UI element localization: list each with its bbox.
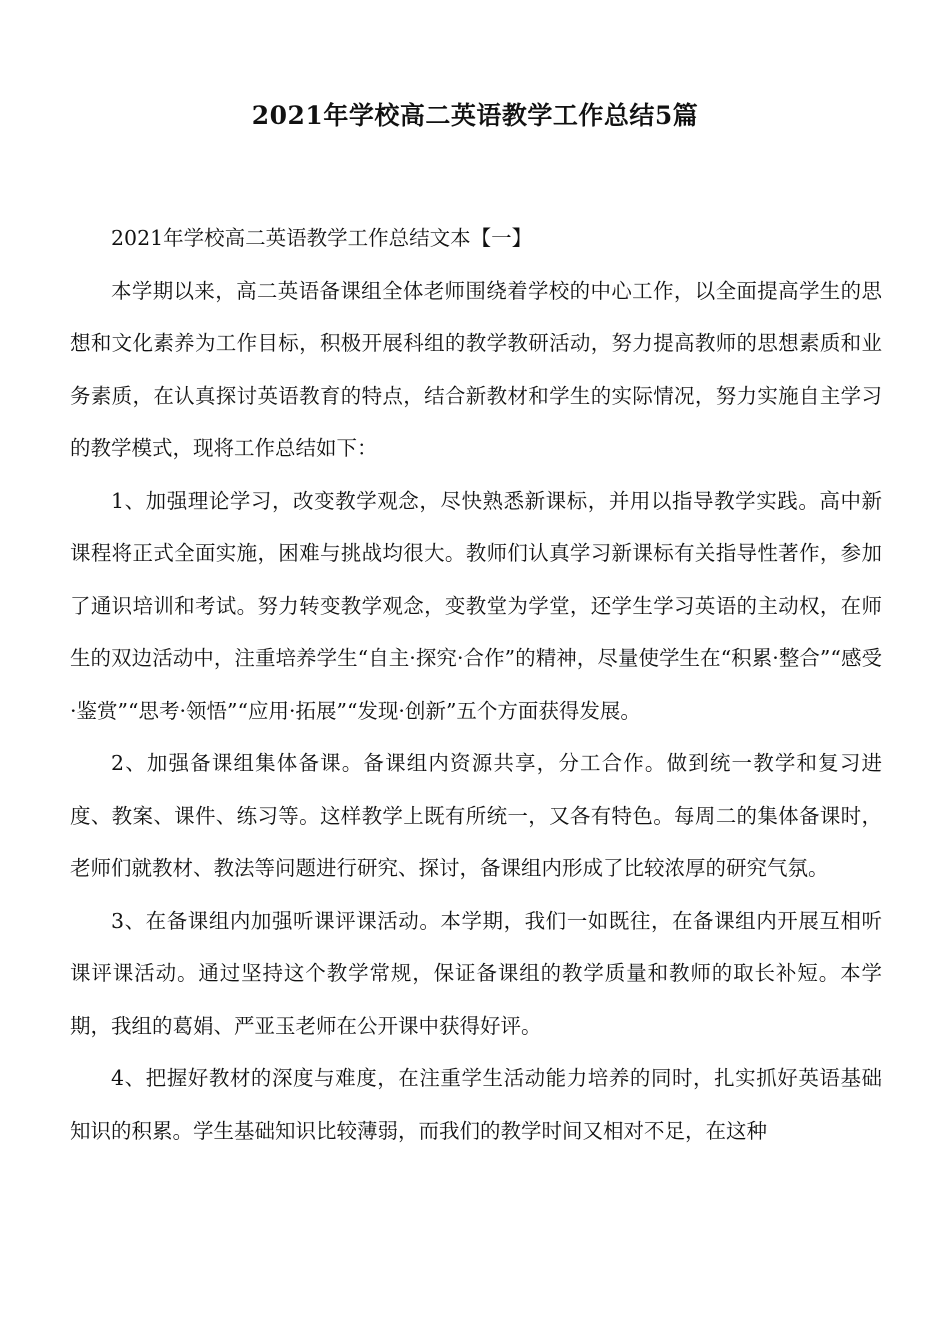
paragraph-item-2: 2、加强备课组集体备课。备课组内资源共享，分工合作。做到统一教学和复习进度、教案、课件、练习等。这样教学上既有所统一，又各有特色。每周二的集体备课时，老师们就教材、教法等问题进行研究、探讨，备课组内形成了比较浓厚的研究气氛。 [70,751,882,880]
section-heading: 2021年学校高二英语教学工作总结文本【一】 [111,226,533,250]
document-body [70,212,882,1156]
paragraph-intro: 本学期以来，高二英语备课组全体老师围绕着学校的中心工作，以全面提高学生的思想和文化素养为工作目标，积极开展科组的教学教研活动，努力提高教师的思想素质和业务素质，在认真探讨英语教育的特点，结合新教材和学生的实际情况，努力实施自主学习的教学模式，现将工作总结如下： [70,278,882,460]
paragraph-item-3: 3、在备课组内加强听课评课活动。本学期，我们一如既往，在备课组内开展互相听课评课活动。通过坚持这个教学常规，保证备课组的教学质量和教师的取长补短。本学期，我组的葛娟、严亚玉老师在公开课中获得好评。 [70,908,882,1038]
paragraph-item-4: 4、把握好教材的深度与难度，在注重学生活动能力培养的同时，扎实抓好英语基础知识的积累。学生基础知识比较薄弱，而我们的教学时间又相对不足，在这种 [70,1066,882,1143]
paragraph-item-1: 1、加强理论学习，改变教学观念，尽快熟悉新课标，并用以指导教学实践。高中新课程将正式全面实施，困难与挑战均很大。教师们认真学习新课标有关指导性著作，参加了通识培训和考试。努力转变教学观念，变教堂为学堂，还学生学习英语的主动权，在师生的双边活动中，注重培养学生“自主·探究·合作”的精神，尽量使学生在“积累·整合”“感受·鉴赏”“思考·领悟”“应用·拓展”“发现·创新”五个方面获得发展。 [70,488,882,723]
document-title: 2021年学校高二英语教学工作总结5篇 [251,101,699,130]
